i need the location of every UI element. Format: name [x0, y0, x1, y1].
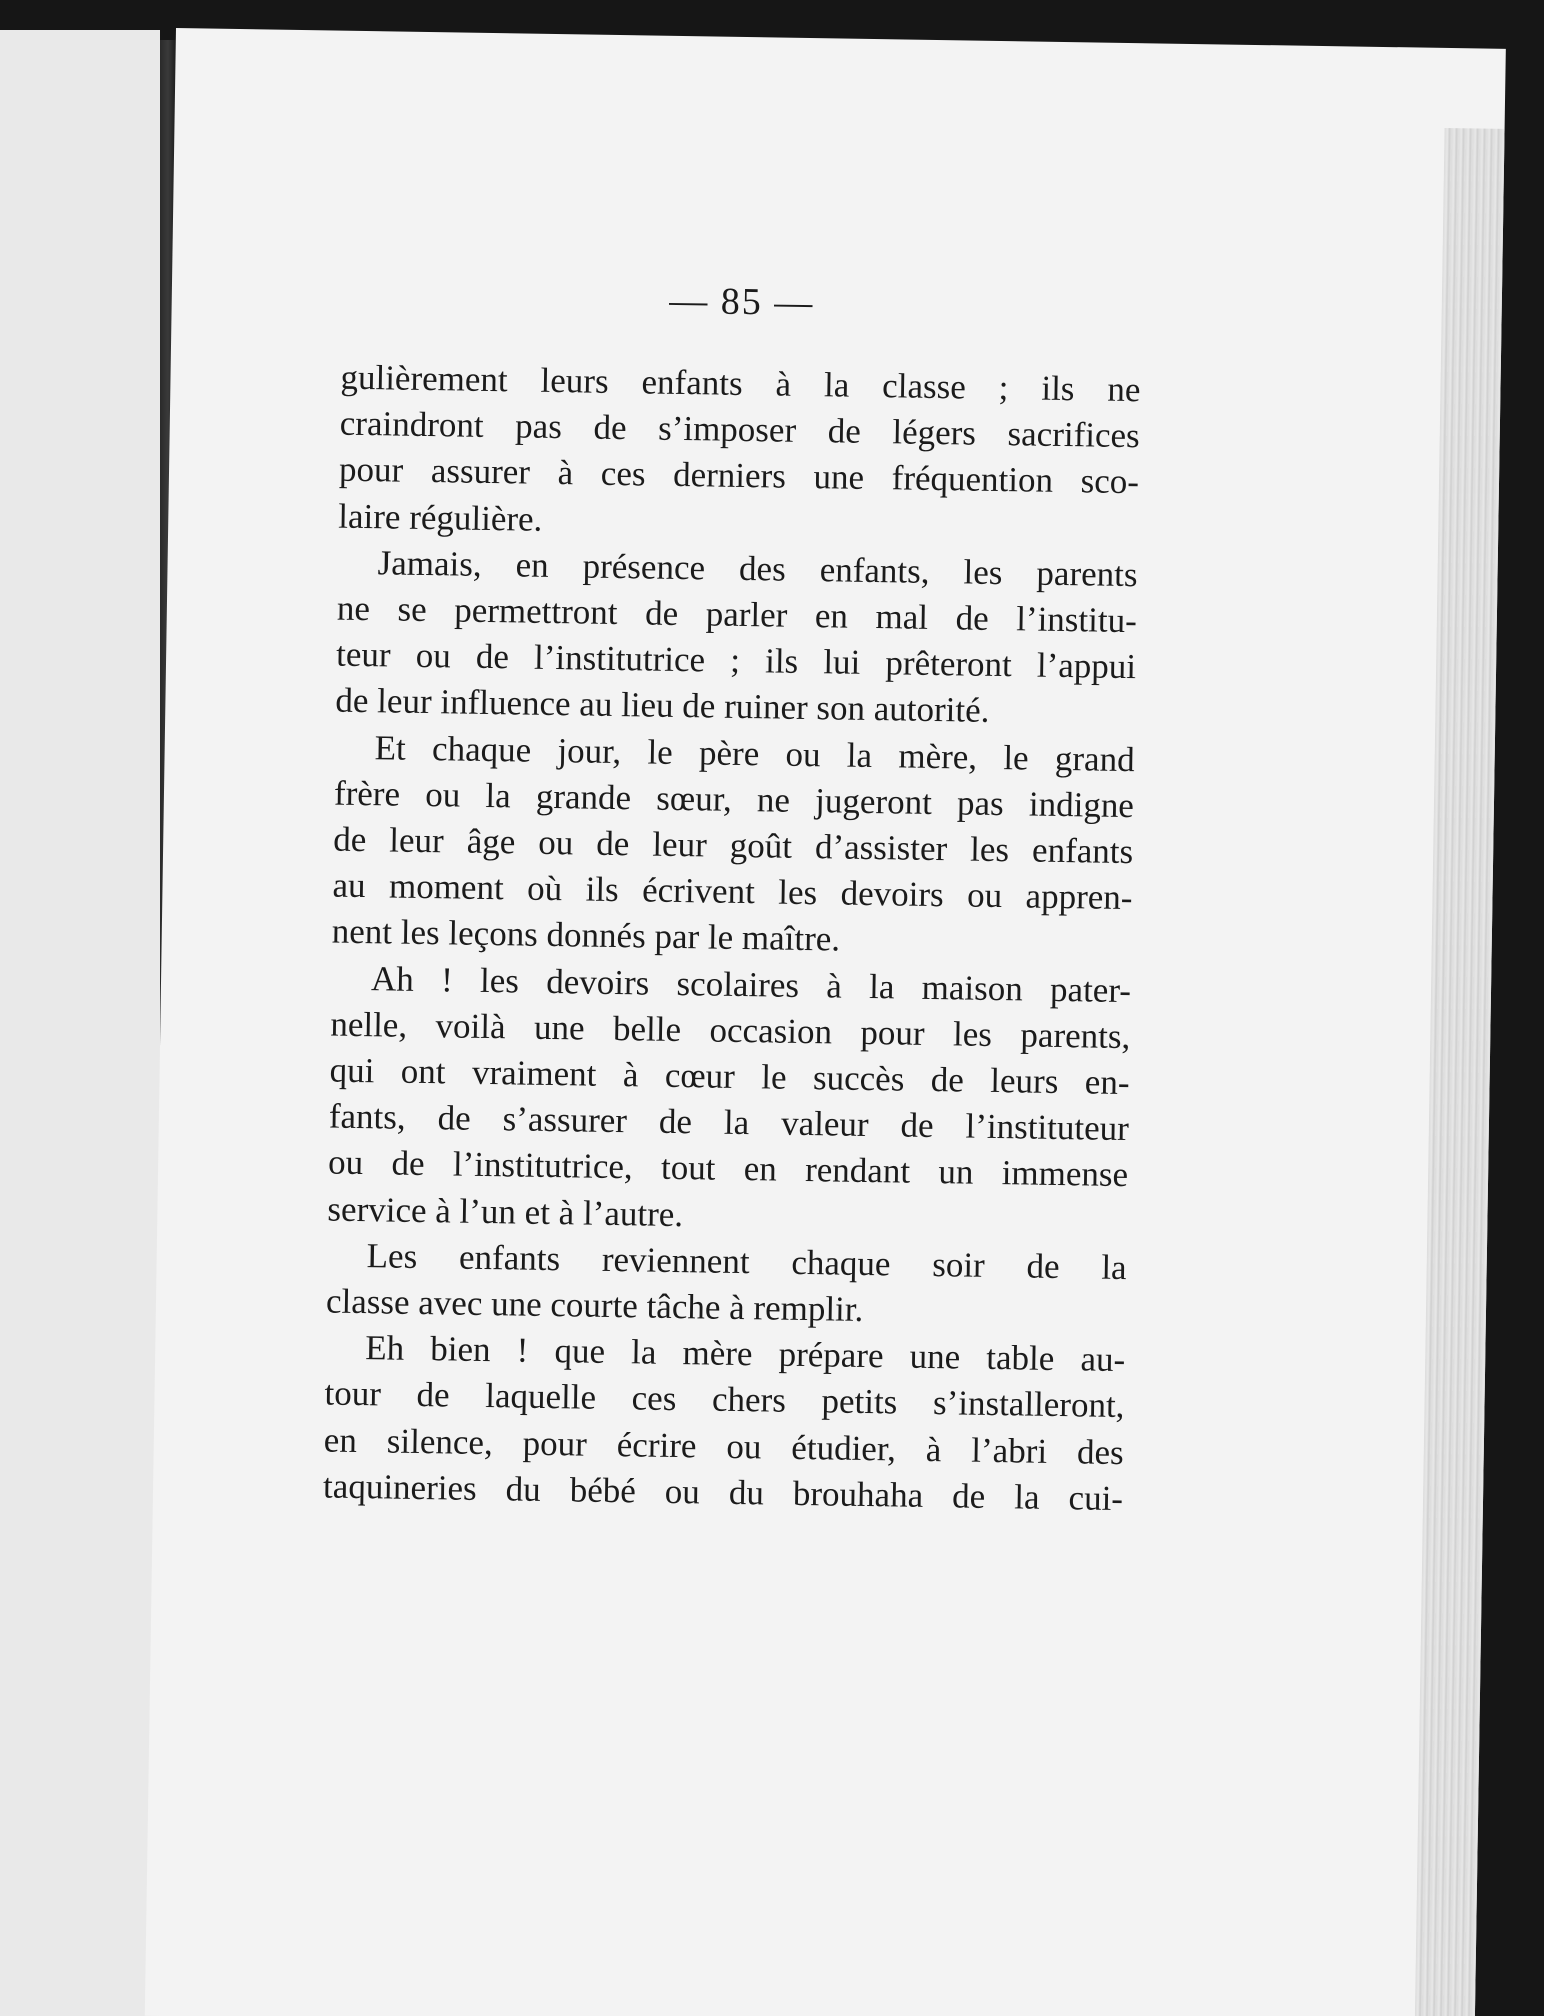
text-line: fants, de s’assurer de la valeur de l’instituteur: [328, 1096, 1130, 1149]
text-line: ou de l’institutrice, tout en rendant un immense: [327, 1142, 1129, 1195]
text-line: classe avec une courte tâche à remplir.: [325, 1281, 864, 1330]
text-line: en silence, pour écrire ou étudier, à l’abri des: [323, 1420, 1125, 1472]
text-line: taquineries du bébé ou du brouhaha de la cui-: [322, 1466, 1124, 1518]
text-line: Eh bien ! que la mère prépare une table au-: [364, 1328, 1126, 1380]
text-line: Et chaque jour, le père ou la mère, le grand: [374, 727, 1135, 779]
text-line: teur ou de l’institutrice ; ils lui prêteront l’appui: [335, 634, 1137, 687]
text-line: Ah ! les devoirs scolaires à la maison pater-: [370, 958, 1132, 1010]
text-line: pour assurer à ces derniers une fréquention sco-: [338, 450, 1140, 502]
text-line: Jamais, en présence des enfants, les parents: [377, 543, 1138, 594]
text-line: gulièrement leurs enfants à la classe ; ils ne: [340, 357, 1141, 410]
right-page: [145, 28, 1506, 2016]
body-text: [323, 355, 1141, 1523]
text-line: craindront pas de s’imposer de légers sacrifices: [339, 403, 1141, 456]
text-line: qui ont vraiment à cœur le succès de leurs en-: [329, 1050, 1130, 1103]
text-line: au moment où ils écrivent les devoirs ou appren-: [332, 865, 1133, 918]
page-number: — 85 —: [668, 279, 815, 325]
text-line: de leur âge ou de leur goût d’assister les enfants: [332, 819, 1134, 872]
text-line: nent les leçons donnés par le maître.: [331, 911, 841, 959]
page-text-block: [322, 279, 1142, 1522]
text-line: frère ou la grande sœur, ne jugeront pas indigne: [333, 773, 1135, 825]
text-line: tour de laquelle ces chers petits s’installeront,: [324, 1373, 1125, 1426]
text-line: service à l’un et à l’autre.: [327, 1189, 684, 1234]
text-line: Les enfants reviennent chaque soir de la: [366, 1236, 1127, 1287]
left-page-edge: [0, 30, 160, 2016]
text-line: nelle, voilà une belle occasion pour les parents,: [330, 1004, 1131, 1056]
text-line: laire régulière.: [338, 496, 543, 539]
page-stack-edge: [1414, 128, 1504, 2016]
text-line: de leur influence au lieu de ruiner son autorité.: [335, 681, 990, 731]
text-line: ne se permettront de parler en mal de l’institu-: [336, 588, 1138, 641]
